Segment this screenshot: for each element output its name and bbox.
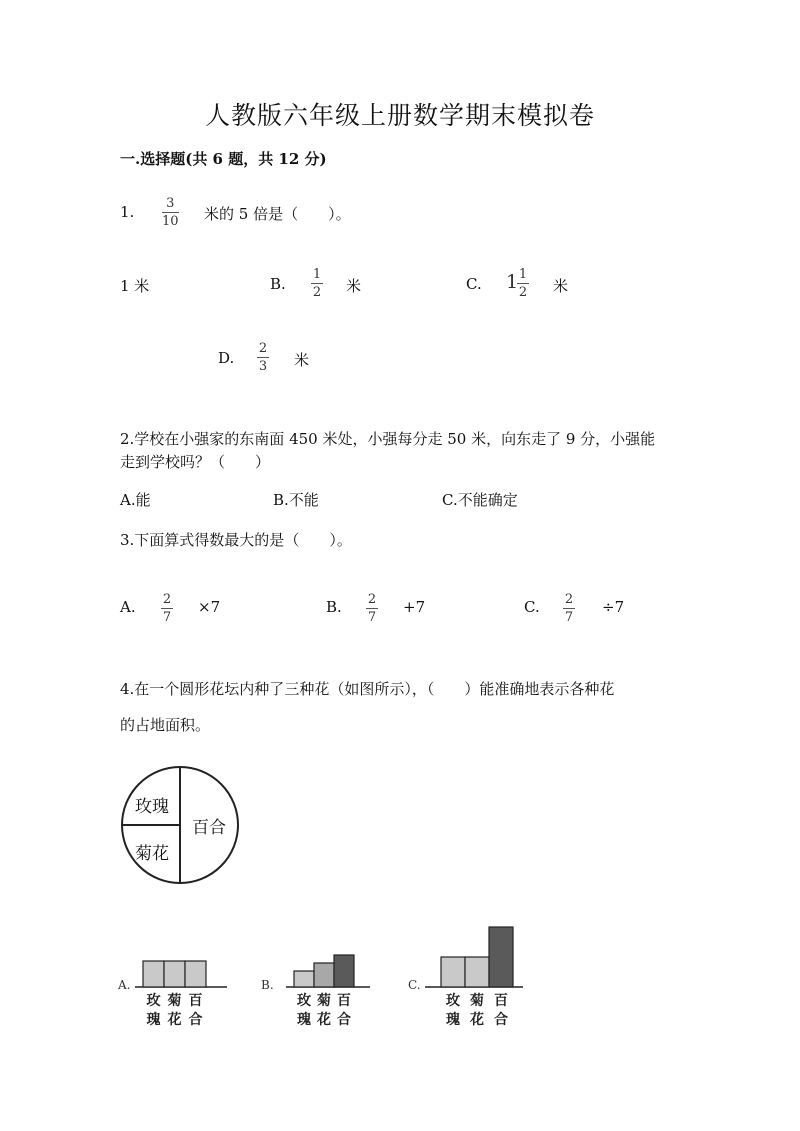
chart-option-a (115, 925, 245, 1035)
chart-c-category-2-2: 花 (470, 1012, 484, 1028)
chart-option-b (258, 925, 388, 1035)
q3-option-b-label: B. (326, 598, 342, 616)
q1-option-c-unit: 米 (553, 277, 569, 295)
chart-option-c (405, 925, 535, 1035)
q2-text-line1: 2.学校在小强家的东南面 450 米处，小强每分走 50 米，向东走了 9 分，小强能 (120, 430, 656, 448)
q2-option-c: C.不能确定 (442, 491, 518, 509)
q1-option-a: 1 米 (120, 277, 150, 295)
q3-option-b-fraction: 2 7 (367, 592, 377, 625)
flower-bed-circle-diagram (118, 764, 258, 888)
q2-option-a: A.能 (120, 491, 151, 509)
chart-c-category-2-1: 菊 (470, 993, 484, 1009)
chart-a-category-3-1: 百 (188, 993, 203, 1009)
chart-b-category-2-1: 菊 (317, 993, 331, 1009)
q1-option-b-label: B. (270, 275, 286, 293)
q3-option-c-label: C. (524, 598, 540, 616)
q1-option-c-fraction: 1 2 (518, 267, 528, 300)
q2-text-line2: 走到学校吗？（ ） (120, 453, 271, 471)
chart-c-label: C. (408, 978, 421, 992)
circle-label-chrysanthemum: 菊花 (135, 844, 169, 864)
q1-option-d-unit: 米 (294, 351, 310, 369)
q1-option-d-fraction: 2 3 (258, 341, 268, 374)
chart-b-label: B. (261, 978, 274, 992)
chart-c-category-3-2: 合 (494, 1012, 508, 1028)
section-heading: 一.选择题(共 6 题，共 12 分) (120, 150, 327, 168)
q3-option-a-fraction: 2 7 (162, 592, 172, 625)
q3-option-b-op: +7 (403, 598, 426, 616)
chart-a-category-1-1: 玫 (146, 993, 161, 1009)
q1-option-d-label: D. (218, 349, 235, 367)
circle-label-lily: 百合 (192, 818, 226, 838)
q4-text-line2: 的占地面积。 (120, 716, 211, 734)
chart-c-bar-2 (465, 957, 489, 987)
chart-b-bar-2 (314, 963, 334, 987)
q4-text-line1: 4.在一个圆形花坛内种了三种花（如图所示），（ ）能准确地表示各种花 (120, 680, 615, 698)
chart-a-category-1-2: 瑰 (146, 1012, 161, 1028)
chart-b-category-3-1: 百 (337, 993, 351, 1009)
chart-c-category-3-1: 百 (494, 993, 508, 1009)
chart-b-category-2-2: 花 (317, 1012, 331, 1028)
q3-option-c-op: ÷7 (602, 598, 625, 616)
q3-option-a-label: A. (120, 598, 136, 616)
q1-option-c-whole: 1 (506, 271, 519, 293)
chart-b-category-1-2: 瑰 (297, 1012, 311, 1028)
q1-number: 1. (120, 203, 135, 221)
chart-a-bar-3 (185, 961, 206, 987)
chart-a-bar-2 (164, 961, 185, 987)
q1-text: 米的 5 倍是（ ）。 (204, 205, 351, 223)
chart-a-category-2-2: 花 (167, 1012, 182, 1028)
q2-option-b: B.不能 (273, 491, 319, 509)
chart-b-category-3-2: 合 (337, 1012, 351, 1028)
chart-a-label: A. (118, 978, 131, 992)
chart-a-category-2-1: 菊 (167, 993, 182, 1009)
q1-option-b-fraction: 1 2 (312, 267, 322, 300)
chart-a-bar-1 (143, 961, 164, 987)
chart-c-category-1-2: 瑰 (446, 1012, 460, 1028)
chart-b-bar-3 (334, 955, 354, 987)
q3-option-c-fraction: 2 7 (564, 592, 574, 625)
q1-fraction: 3 10 (162, 196, 179, 229)
q3-text: 3.下面算式得数最大的是（ ）。 (120, 531, 352, 549)
q1-option-c-label: C. (466, 275, 482, 293)
chart-b-bar-1 (294, 971, 314, 987)
chart-c-category-1-1: 玫 (446, 993, 460, 1009)
chart-c-bar-3 (489, 927, 513, 987)
q1-option-b-unit: 米 (346, 277, 362, 295)
page-title: 人教版六年级上册数学期末模拟卷 (204, 101, 595, 130)
chart-a-category-3-2: 合 (188, 1012, 203, 1028)
chart-c-bar-1 (441, 957, 465, 987)
q3-option-a-op: ×7 (198, 598, 221, 616)
chart-b-category-1-1: 玫 (297, 993, 311, 1009)
circle-label-rose: 玫瑰 (135, 797, 169, 817)
